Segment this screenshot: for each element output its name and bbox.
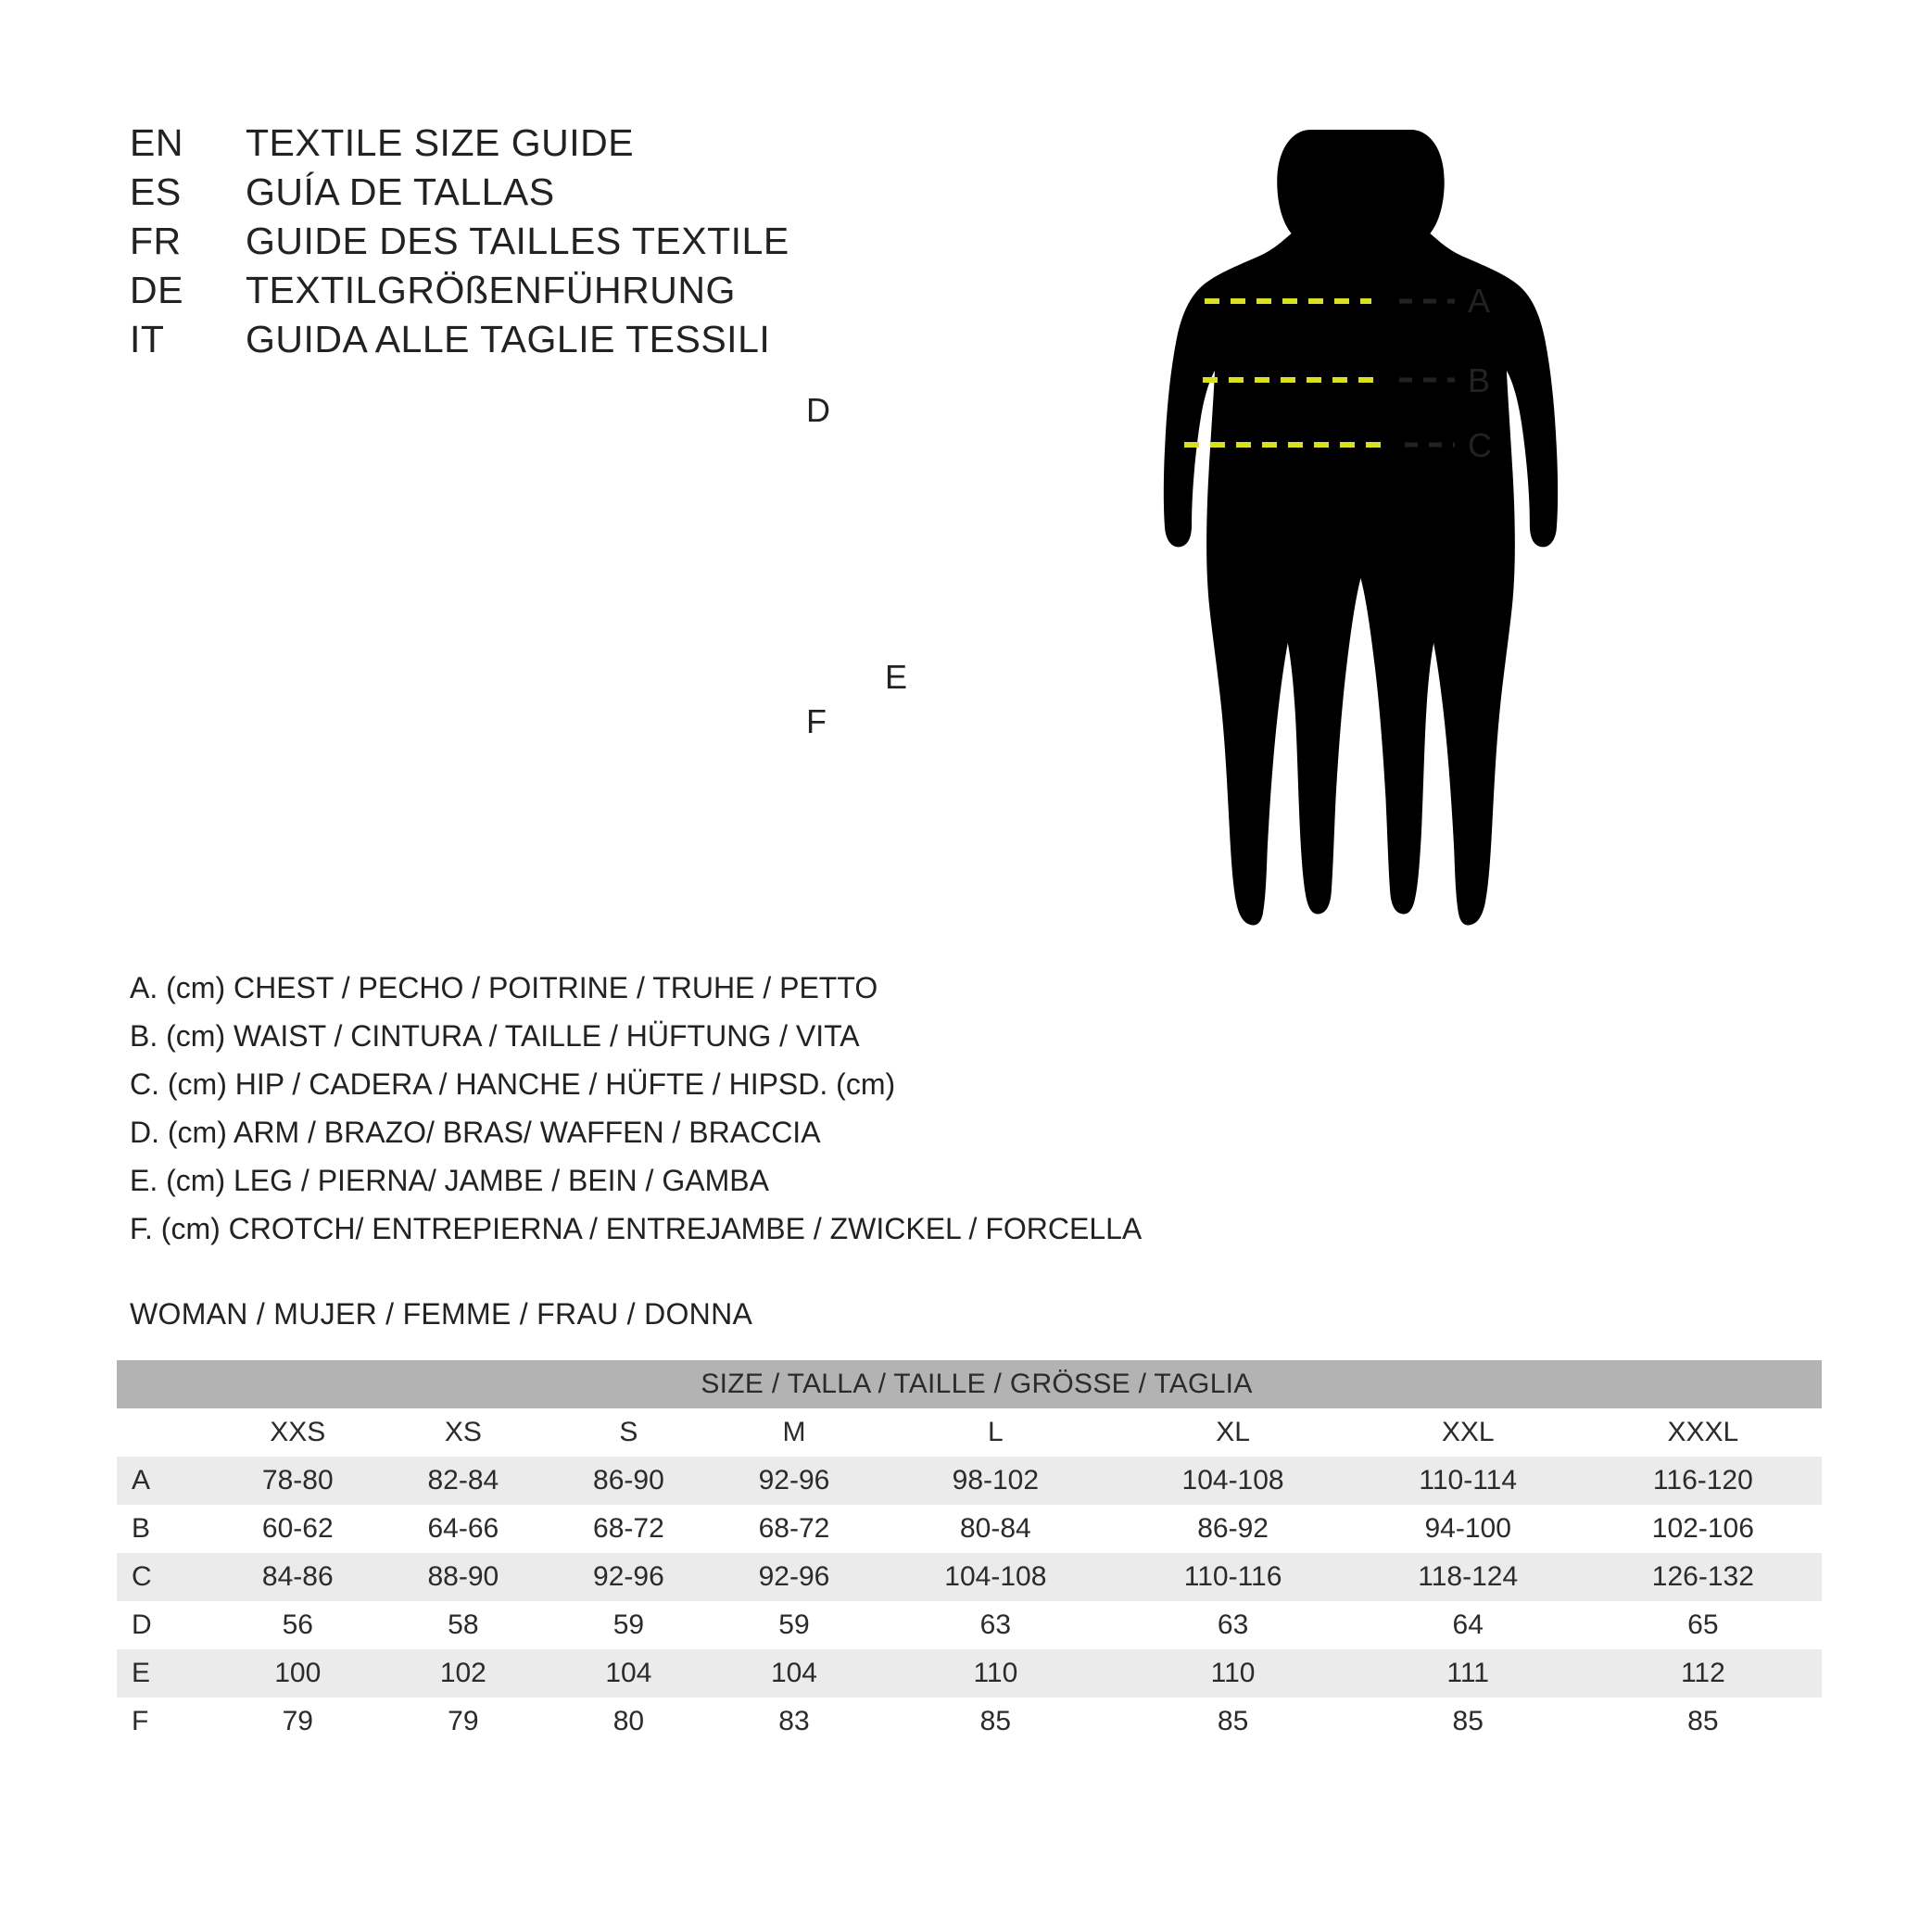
title-text-de: TEXTILGRÖßENFÜHRUNG xyxy=(246,269,736,311)
table-cell: 83 xyxy=(712,1698,878,1746)
table-cell: 59 xyxy=(546,1601,712,1649)
table-cell: 98-102 xyxy=(877,1457,1114,1505)
table-cell: 112 xyxy=(1585,1649,1822,1698)
table-cell: 118-124 xyxy=(1352,1553,1585,1601)
table-row xyxy=(117,1553,1822,1601)
dimension-label-f: F xyxy=(806,702,827,740)
table-cell: 64 xyxy=(1352,1601,1585,1649)
female-silhouette-icon xyxy=(1164,130,1558,926)
table-col-header: S xyxy=(546,1408,712,1457)
table-row-label: C xyxy=(117,1553,215,1601)
callout-label-b: B xyxy=(1468,361,1491,399)
callout-label-a: A xyxy=(1468,282,1491,320)
table-cell: 64-66 xyxy=(381,1505,547,1553)
table-col-header: L xyxy=(877,1408,1114,1457)
table-cell: 65 xyxy=(1585,1601,1822,1649)
table-cell: 85 xyxy=(1114,1698,1351,1746)
title-row xyxy=(130,217,964,266)
title-row xyxy=(130,119,964,168)
legend-item-c: C. (cm) HIP / CADERA / HANCHE / HÜFTE / HIPSD. (cm) xyxy=(130,1067,896,1101)
table-row-label: B xyxy=(117,1505,215,1553)
dimension-label-d: D xyxy=(806,391,830,429)
table-cell: 110-116 xyxy=(1114,1553,1351,1601)
table-row-label: D xyxy=(117,1601,215,1649)
title-lang-it: IT xyxy=(130,318,165,360)
table-cell: 82-84 xyxy=(381,1457,547,1505)
table-cell: 85 xyxy=(1585,1698,1822,1746)
legend-item-a: A. (cm) CHEST / PECHO / POITRINE / TRUHE / PETTO xyxy=(130,971,878,1004)
table-cell: 116-120 xyxy=(1585,1457,1822,1505)
table-col-header: M xyxy=(712,1408,878,1457)
legend-item-f: F. (cm) CROTCH/ ENTREPIERNA / ENTREJAMBE / ZWICKEL / FORCELLA xyxy=(130,1212,1143,1245)
table-row xyxy=(117,1505,1822,1553)
measurement-legend xyxy=(130,964,1195,1253)
table-cell: 84-86 xyxy=(215,1553,381,1601)
body-measurement-diagram xyxy=(806,74,1835,1186)
table-row xyxy=(117,1649,1822,1698)
table-cell: 88-90 xyxy=(381,1553,547,1601)
dimension-label-e: E xyxy=(885,658,908,696)
legend-item-b: B. (cm) WAIST / CINTURA / TAILLE / HÜFTUNG / VITA xyxy=(130,1019,860,1053)
table-cell: 80-84 xyxy=(877,1505,1114,1553)
table-col-header: XXL xyxy=(1352,1408,1585,1457)
title-lang-fr: FR xyxy=(130,220,182,262)
table-cell: 79 xyxy=(381,1698,547,1746)
title-lang-en: EN xyxy=(130,121,183,164)
table-row xyxy=(117,1601,1822,1649)
table-row xyxy=(117,1698,1822,1746)
table-cell: 85 xyxy=(1352,1698,1585,1746)
title-row xyxy=(130,168,964,217)
table-row-label: F xyxy=(117,1698,215,1746)
title-lang-de: DE xyxy=(130,269,183,311)
table-cell: 104-108 xyxy=(877,1553,1114,1601)
callout-label-c: C xyxy=(1468,426,1492,464)
table-column-header-row xyxy=(117,1408,1822,1457)
table-cell: 68-72 xyxy=(546,1505,712,1553)
table-cell: 80 xyxy=(546,1698,712,1746)
table-band-header-row xyxy=(117,1360,1822,1408)
table-row-label: E xyxy=(117,1649,215,1698)
table-col-header: XL xyxy=(1114,1408,1351,1457)
table-cell: 56 xyxy=(215,1601,381,1649)
table-cell: 110-114 xyxy=(1352,1457,1585,1505)
table-cell: 85 xyxy=(877,1698,1114,1746)
table-cell: 92-96 xyxy=(712,1553,878,1601)
table-band-header: SIZE / TALLA / TAILLE / GRÖSSE / TAGLIA xyxy=(117,1360,1822,1408)
table-cell: 63 xyxy=(877,1601,1114,1649)
table-corner-cell xyxy=(117,1408,215,1457)
table-cell: 58 xyxy=(381,1601,547,1649)
table-cell: 59 xyxy=(712,1601,878,1649)
title-block xyxy=(130,119,964,364)
table-cell: 68-72 xyxy=(712,1505,878,1553)
title-text-it: GUIDA ALLE TAGLIE TESSILI xyxy=(246,318,771,360)
size-table xyxy=(117,1360,1822,1746)
table-col-header: XS xyxy=(381,1408,547,1457)
table-col-header: XXXL xyxy=(1585,1408,1822,1457)
table-row-label: A xyxy=(117,1457,215,1505)
silhouette-svg xyxy=(1093,74,1835,1186)
table-cell: 111 xyxy=(1352,1649,1585,1698)
table-col-header: XXS xyxy=(215,1408,381,1457)
title-row xyxy=(130,315,964,364)
title-lang-es: ES xyxy=(130,170,182,213)
title-text-en: TEXTILE SIZE GUIDE xyxy=(246,121,635,164)
table-cell: 102-106 xyxy=(1585,1505,1822,1553)
table-cell: 104-108 xyxy=(1114,1457,1351,1505)
title-row xyxy=(130,266,964,315)
table-cell: 110 xyxy=(877,1649,1114,1698)
table-cell: 78-80 xyxy=(215,1457,381,1505)
table-cell: 100 xyxy=(215,1649,381,1698)
title-text-fr: GUIDE DES TAILLES TEXTILE xyxy=(246,220,789,262)
table-cell: 94-100 xyxy=(1352,1505,1585,1553)
table-cell: 110 xyxy=(1114,1649,1351,1698)
legend-item-e: E. (cm) LEG / PIERNA/ JAMBE / BEIN / GAMBA xyxy=(130,1164,769,1197)
table-cell: 79 xyxy=(215,1698,381,1746)
table-cell: 63 xyxy=(1114,1601,1351,1649)
table-cell: 86-90 xyxy=(546,1457,712,1505)
table-cell: 86-92 xyxy=(1114,1505,1351,1553)
gender-caption: WOMAN / MUJER / FEMME / FRAU / DONNA xyxy=(130,1297,753,1331)
table-cell: 92-96 xyxy=(546,1553,712,1601)
table-cell: 60-62 xyxy=(215,1505,381,1553)
table-cell: 104 xyxy=(712,1649,878,1698)
table-cell: 102 xyxy=(381,1649,547,1698)
table-row xyxy=(117,1457,1822,1505)
title-text-es: GUÍA DE TALLAS xyxy=(246,170,555,213)
legend-item-d: D. (cm) ARM / BRAZO/ BRAS/ WAFFEN / BRACCIA xyxy=(130,1116,821,1149)
table-cell: 104 xyxy=(546,1649,712,1698)
table-cell: 92-96 xyxy=(712,1457,878,1505)
table-cell: 126-132 xyxy=(1585,1553,1822,1601)
